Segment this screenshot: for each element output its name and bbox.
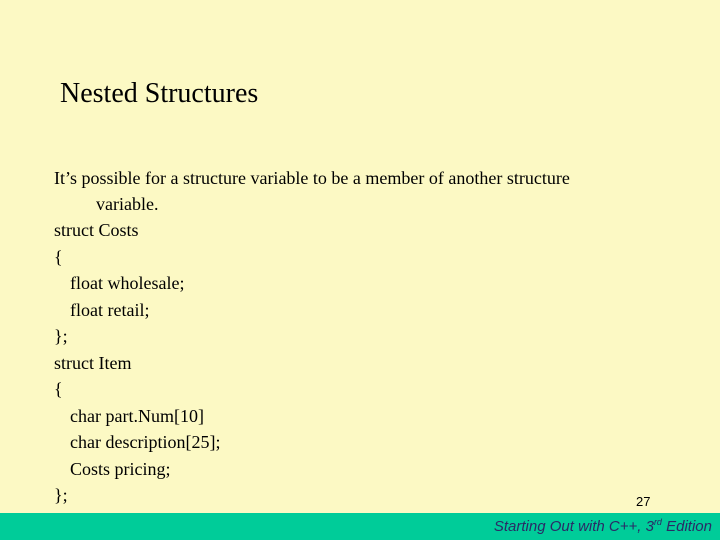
intro-line-1: It’s possible for a structure variable to be a member of another structure xyxy=(54,168,570,188)
code-line-description: char description[25]; xyxy=(70,432,221,452)
code-line-open-brace-1: { xyxy=(54,246,63,267)
code-line-close-brace-2: }; xyxy=(54,485,68,505)
page-number: 27 xyxy=(636,494,651,509)
footer-superscript: rd xyxy=(653,517,662,527)
code-line-open-brace-2: { xyxy=(54,379,63,399)
footer-text-edition: Edition xyxy=(661,518,712,535)
code-line-wholesale: float wholesale; xyxy=(70,273,185,293)
footer-text-main: Starting Out with C++, 3 xyxy=(493,518,654,535)
footer-bar xyxy=(0,513,720,540)
intro-line-2: variable. xyxy=(96,194,159,214)
slide-body xyxy=(54,165,674,509)
code-line-struct-item: struct Item xyxy=(54,352,132,373)
code-line-retail: float retail; xyxy=(70,299,150,320)
code-line-struct-costs: struct Costs xyxy=(54,220,139,240)
slide-title: Nested Structures xyxy=(60,78,259,109)
code-line-close-brace-1: }; xyxy=(54,326,68,346)
code-line-pricing: Costs pricing; xyxy=(70,458,171,479)
code-line-part-num: char part.Num[10] xyxy=(70,405,204,426)
intro-paragraph xyxy=(54,165,674,217)
footer-book-title xyxy=(494,517,712,537)
